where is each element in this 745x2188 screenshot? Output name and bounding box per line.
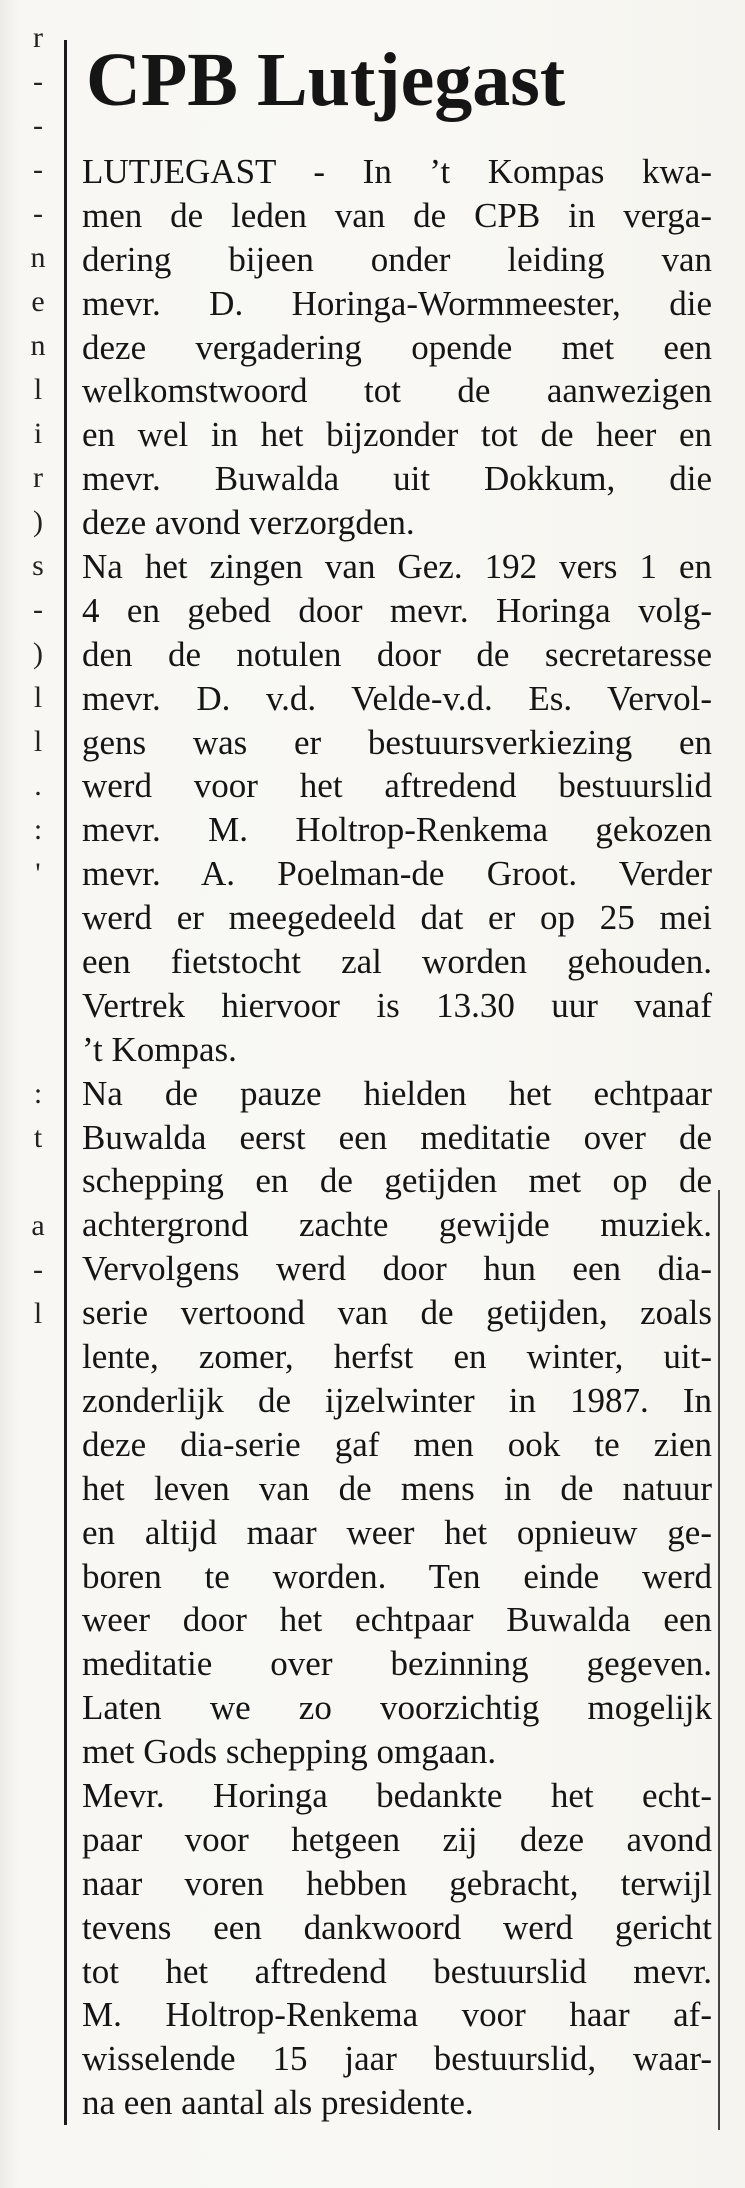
article-line: weer door het echtpaar Buwalda een xyxy=(82,1600,712,1640)
article-line: tot het aftredend bestuurslid mevr. xyxy=(82,1951,712,1991)
article-line: gens was er bestuursverkiezing en xyxy=(82,722,712,762)
article-line: deze dia-serie gaf men ook te zien xyxy=(82,1424,712,1464)
margin-fragment: r xyxy=(33,21,43,54)
article-line: een fietstocht zal worden gehouden. xyxy=(82,942,712,982)
article-line: na een aantal als presidente. xyxy=(82,2083,474,2123)
margin-fragment: : xyxy=(33,1077,43,1110)
margin-fragment: n xyxy=(30,241,46,274)
article-line: deze avond verzorgden. xyxy=(82,503,415,543)
article-line: mevr. D. v.d. Velde-v.d. Es. Vervol- xyxy=(82,678,712,718)
article-headline: CPB Lutjegast xyxy=(86,38,566,122)
article-line: Na het zingen van Gez. 192 vers 1 en xyxy=(82,547,712,587)
margin-fragment: ) xyxy=(33,505,43,538)
article-line: wisselende 15 jaar bestuurslid, waar- xyxy=(82,2039,712,2079)
article-line: serie vertoond van de getijden, zoals xyxy=(82,1293,712,1333)
article-body xyxy=(82,150,712,2125)
article-line: Vervolgens werd door hun een dia- xyxy=(82,1249,712,1289)
margin-fragment xyxy=(18,896,58,940)
article-line: boren te worden. Ten einde werd xyxy=(82,1556,712,1596)
margin-fragment xyxy=(18,1160,58,1204)
article-line: tevens een dankwoord werd gericht xyxy=(82,1907,712,1947)
article-line: mevr. M. Holtrop-Renkema gekozen xyxy=(82,810,712,850)
article-line: Na de pauze hielden het echtpaar xyxy=(82,1073,712,1113)
article-line: 4 en gebed door mevr. Horinga volg- xyxy=(82,590,712,630)
article-line: werd er meegedeeld dat er op 25 mei xyxy=(82,898,712,938)
margin-fragment: ' xyxy=(35,857,41,890)
article-line: meditatie over bezinning gegeven. xyxy=(82,1644,712,1684)
adjacent-column-fragments xyxy=(18,16,58,1916)
article-line: lente, zomer, herfst en winter, uit- xyxy=(82,1337,712,1377)
article-line: mevr. Buwalda uit Dokkum, die xyxy=(82,459,712,499)
article-line: den de notulen door de secretaresse xyxy=(82,634,712,674)
margin-fragment: - xyxy=(33,1253,43,1286)
article-line: LUTJEGAST - In ’t Kompas kwa- xyxy=(82,152,712,191)
margin-fragment: l xyxy=(33,373,43,406)
margin-fragment: ) xyxy=(33,637,43,670)
article-line: deze vergadering opende met een xyxy=(82,327,712,367)
article-line: Vertrek hiervoor is 13.30 uur vanaf xyxy=(82,985,712,1025)
margin-fragment: - xyxy=(33,197,43,230)
margin-fragment: - xyxy=(33,109,43,142)
article-line: achtergrond zachte gewijde muziek. xyxy=(82,1205,712,1245)
margin-fragment: - xyxy=(33,65,43,98)
article-line: en wel in het bijzonder tot de heer en xyxy=(82,415,712,455)
column-rule-right xyxy=(718,1190,720,2130)
margin-fragment: l xyxy=(33,725,43,758)
margin-fragment: e xyxy=(31,285,45,318)
margin-fragment: . xyxy=(34,769,42,802)
article-line: Buwalda eerst een meditatie over de xyxy=(82,1117,712,1157)
margin-fragment: n xyxy=(30,329,46,362)
article-line: M. Holtrop-Renkema voor haar af- xyxy=(82,1995,712,2035)
article-line: paar voor hetgeen zij deze avond xyxy=(82,1819,712,1859)
margin-fragment: t xyxy=(33,1121,43,1154)
column-rule-left xyxy=(64,40,67,2125)
margin-fragment: r xyxy=(33,461,43,494)
article-line: schepping en de getijden met op de xyxy=(82,1161,712,1201)
article-line: naar voren hebben gebracht, terwijl xyxy=(82,1863,712,1903)
margin-fragment xyxy=(18,940,58,984)
article-line: men de leden van de CPB in verga- xyxy=(82,195,712,235)
margin-fragment xyxy=(18,1028,58,1072)
article-line: en altijd maar weer het opnieuw ge- xyxy=(82,1512,712,1552)
margin-fragment: : xyxy=(33,813,43,846)
article-line: met Gods schepping omgaan. xyxy=(82,1732,497,1772)
margin-fragment: l xyxy=(33,1297,43,1330)
margin-fragment: - xyxy=(33,153,43,186)
article-line: ’t Kompas. xyxy=(82,1029,237,1069)
article-line: Laten we zo voorzichtig mogelijk xyxy=(82,1688,712,1728)
article-line: zonderlijk de ijzelwinter in 1987. In xyxy=(82,1380,712,1420)
margin-fragment: a xyxy=(31,1209,45,1242)
margin-fragment: i xyxy=(33,417,43,450)
article-line: mevr. D. Horinga-Wormmeester, die xyxy=(82,283,712,323)
margin-fragment: - xyxy=(33,593,43,626)
article-line: werd voor het aftredend bestuurslid xyxy=(82,766,712,806)
margin-fragment xyxy=(18,984,58,1028)
margin-fragment: s xyxy=(32,549,44,582)
article-line: mevr. A. Poelman-de Groot. Verder xyxy=(82,854,712,894)
article-line: het leven van de mens in de natuur xyxy=(82,1468,712,1508)
article-line: Mevr. Horinga bedankte het echt- xyxy=(82,1775,712,1815)
article-line: welkomstwoord tot de aanwezigen xyxy=(82,371,712,411)
margin-fragment: l xyxy=(33,681,43,714)
article-line: dering bijeen onder leiding van xyxy=(82,239,712,279)
